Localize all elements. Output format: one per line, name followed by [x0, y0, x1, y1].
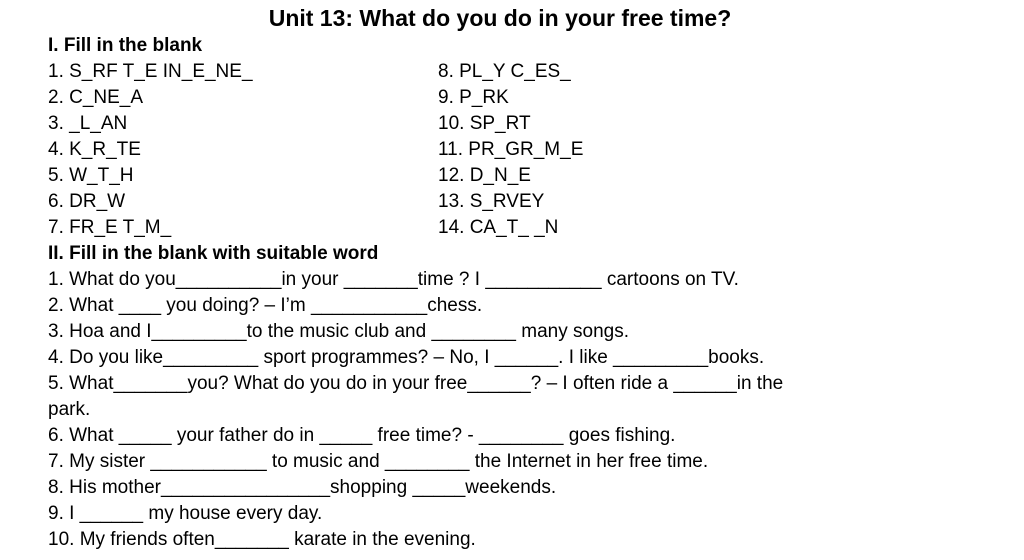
fill-item-6: 6. DR_W — [48, 191, 126, 212]
sentence-7: 7. My sister ___________ to music and ________ the Internet in her free time. — [48, 451, 709, 472]
sentence-8: 8. His mother________________shopping _____weekends. — [48, 477, 557, 498]
sentence-10: 10. My friends often_______ karate in the evening. — [48, 529, 476, 550]
sentence-4: 4. Do you like_________ sport programmes? – No, I ______. I like _________books. — [48, 347, 765, 368]
fill-item-7: 7. FR_E T_M_ — [48, 217, 172, 238]
sentence-5: 5. What_______you? What do you do in your free______? – I often ride a ______in the — [48, 373, 784, 394]
fill-item-2: 2. C_NE_A — [48, 87, 144, 108]
section-1-heading: I. Fill in the blank — [48, 35, 203, 56]
page-title: Unit 13: What do you do in your free time? — [268, 5, 732, 31]
fill-item-8: 8. PL_Y C_ES_ — [438, 61, 571, 82]
fill-item-9: 9. P_RK — [438, 87, 509, 108]
sentence-3: 3. Hoa and I_________to the music club and ________ many songs. — [48, 321, 629, 342]
fill-item-5: 5. W_T_H — [48, 165, 134, 186]
sentence-5-continued: park. — [48, 399, 91, 420]
fill-item-4: 4. K_R_TE — [48, 139, 141, 160]
fill-item-14: 14. CA_T_ _N — [438, 217, 559, 238]
sentence-6: 6. What _____ your father do in _____ free time? - ________ goes fishing. — [48, 425, 676, 446]
fill-item-11: 11. PR_GR_M_E — [438, 139, 584, 160]
sentence-9: 9. I ______ my house every day. — [48, 503, 323, 524]
fill-item-13: 13. S_RVEY — [438, 191, 545, 212]
fill-item-10: 10. SP_RT — [438, 113, 531, 134]
sentence-2: 2. What ____ you doing? – I’m ___________chess. — [48, 295, 483, 316]
fill-item-3: 3. _L_AN — [48, 113, 128, 134]
fill-item-1: 1. S_RF T_E IN_E_NE_ — [48, 61, 253, 82]
sentence-1: 1. What do you__________in your _______time ? I ___________ cartoons on TV. — [48, 269, 739, 290]
fill-item-12: 12. D_N_E — [438, 165, 531, 186]
section-2-heading: II. Fill in the blank with suitable word — [48, 243, 379, 264]
